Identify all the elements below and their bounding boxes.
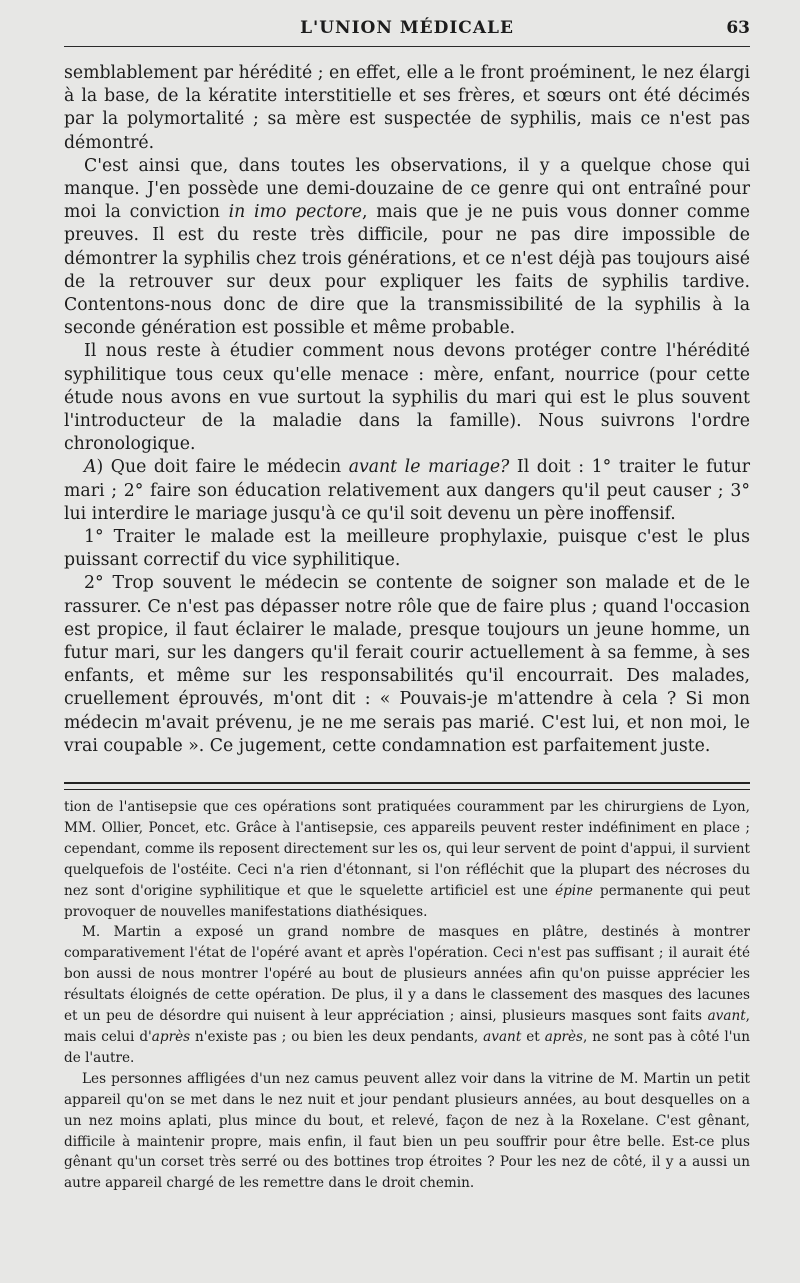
paragraph-6: 2° Trop souvent le médecin se contente de soigner son malade et de le rassurer. Ce n'est pas dépasser notre rôle que de faire plus ; quand l'occasion est propice, il faut éclairer le malade, presque toujours un jeune homme, un futur mari, sur les dangers qu'il ferait courir actuellement à sa femme, à ses enfants, et même sur les responsabilités qu'il encourrait. Des malades, cruellement éprouvés, m'ont dit : « Pouvais-je m'attendre à cela ? Si mon médecin m'avait prévenu, je ne me serais pas marié. C'est lui, et non moi, le vrai coupable ». Ce jugement, cette condamnation est parfaitement juste. xyxy=(64,573,750,756)
note-paragraph-3: Les personnes affligées d'un nez camus peuvent allez voir dans la vitrine de M. Martin un petit appareil qu'on se met dans le nez nuit et jour pendant plusieurs années, au bout desquelles on a un nez moins aplati, plus mince du bout, et relevé, façon de nez à la Roxelane. C'est gênant, difficile à maintenir propre, mais enfin, il faut bien un peu souffrir pour être belle. Est-ce plus gênant qu'un corset très serré ou des bottines trop étroites ? Pour les nez de côté, il y a aussi un autre appareil chargé de les remettre dans le droit chemin. xyxy=(64,1070,750,1192)
section-letter: A xyxy=(84,457,97,478)
paragraph-1: semblablement par hérédité ; en effet, elle a le front proéminent, le nez élargi à la base, de la kératite interstitielle et ses frères, et sœurs ont été décimés par la polymortalité ; sa mère est suspectée de syphilis, mais ce n'est pas démontré. xyxy=(64,63,750,153)
page-number: 63 xyxy=(726,18,750,38)
paragraph-3: Il nous reste à étudier comment nous devons protéger contre l'hérédité syphilitique tous ceux qu'elle menace : mère, enfant, nourrice (pour cette étude nous avons en vue surtout la syphilis du mari qui est le plus souvent l'introducteur de la maladie dans la famille). Nous suivrons l'ordre chronologique. xyxy=(64,341,750,455)
note-paragraph-1: tion de l'antisepsie que ces opérations sont pratiquées couramment par les chirurgiens de Lyon, MM. Ollier, Poncet, etc. Grâce à l'antisepsie, ces appareils peuvent rester indéfiniment en place ; cependant, comme ils reposent directement sur les os, qui leur servent de point d'appui, il survient quelquefois de l'ostéite. Ceci n'a rien d'étonnant, si l'on réfléchit que la plupart des nécroses du nez sont d'origine syphilitique et que le squelette artificiel est une épine permanente qui peut provoquer de nouvelles manifestations diathésiques. xyxy=(64,799,750,920)
footnote-text xyxy=(64,797,750,1194)
section-question: avant le mariage? xyxy=(348,457,510,478)
paragraph-4: A) Que doit faire le médecin avant le mariage? Il doit : 1° traiter le futur mari ; 2° faire son éducation relativement aux dangers qu'il peut causer ; 3° lui interdire le mariage jusqu'à ce qu'il soit devenu un père inoffensif. xyxy=(64,457,750,524)
note-paragraph-2: M. Martin a exposé un grand nombre de masques en plâtre, destinés à montrer comparativement l'état de l'opéré avant et après l'opération. Ceci n'est pas suffisant ; il aurait été bon aussi de nous montrer l'opéré au bout de plusieurs années afin qu'on puisse apprécier les résultats éloignés de cette opération. De plus, il y a dans le classement des masques des lacunes et un peu de désordre qui nuisent à leur appréciation ; ainsi, plusieurs masques sont faits avant, mais celui d'après n'existe pas ; ou bien les deux pendants, avant et après, ne sont pas à côté l'un de l'autre. xyxy=(64,924,750,1066)
paragraph-5: 1° Traiter le malade est la meilleure prophylaxie, puisque c'est le plus puissant correctif du vice syphilitique. xyxy=(64,527,750,571)
main-text xyxy=(64,62,750,758)
header-rule xyxy=(64,46,750,47)
latin-phrase: in imo pectore xyxy=(228,202,362,223)
running-header xyxy=(64,18,750,42)
paragraph-2: C'est ainsi que, dans toutes les observations, il y a quelque chose qui manque. J'en possède une demi-douzaine de ce genre qui ont entraîné pour moi la conviction in imo pectore, mais que je ne puis vous donner comme preuves. Il est du reste très difficile, pour ne pas dire impossible de démontrer la syphilis chez trois générations, et ce n'est déjà pas toujours aisé de la retrouver sur deux pour expliquer les faits de syphilis tardive. Contentons-nous donc de dire que la transmissibilité de la syphilis à la seconde génération est possible et même probable. xyxy=(64,155,750,339)
footnote-separator xyxy=(64,782,750,790)
journal-title: L'UNION MÉDICALE xyxy=(300,18,514,38)
